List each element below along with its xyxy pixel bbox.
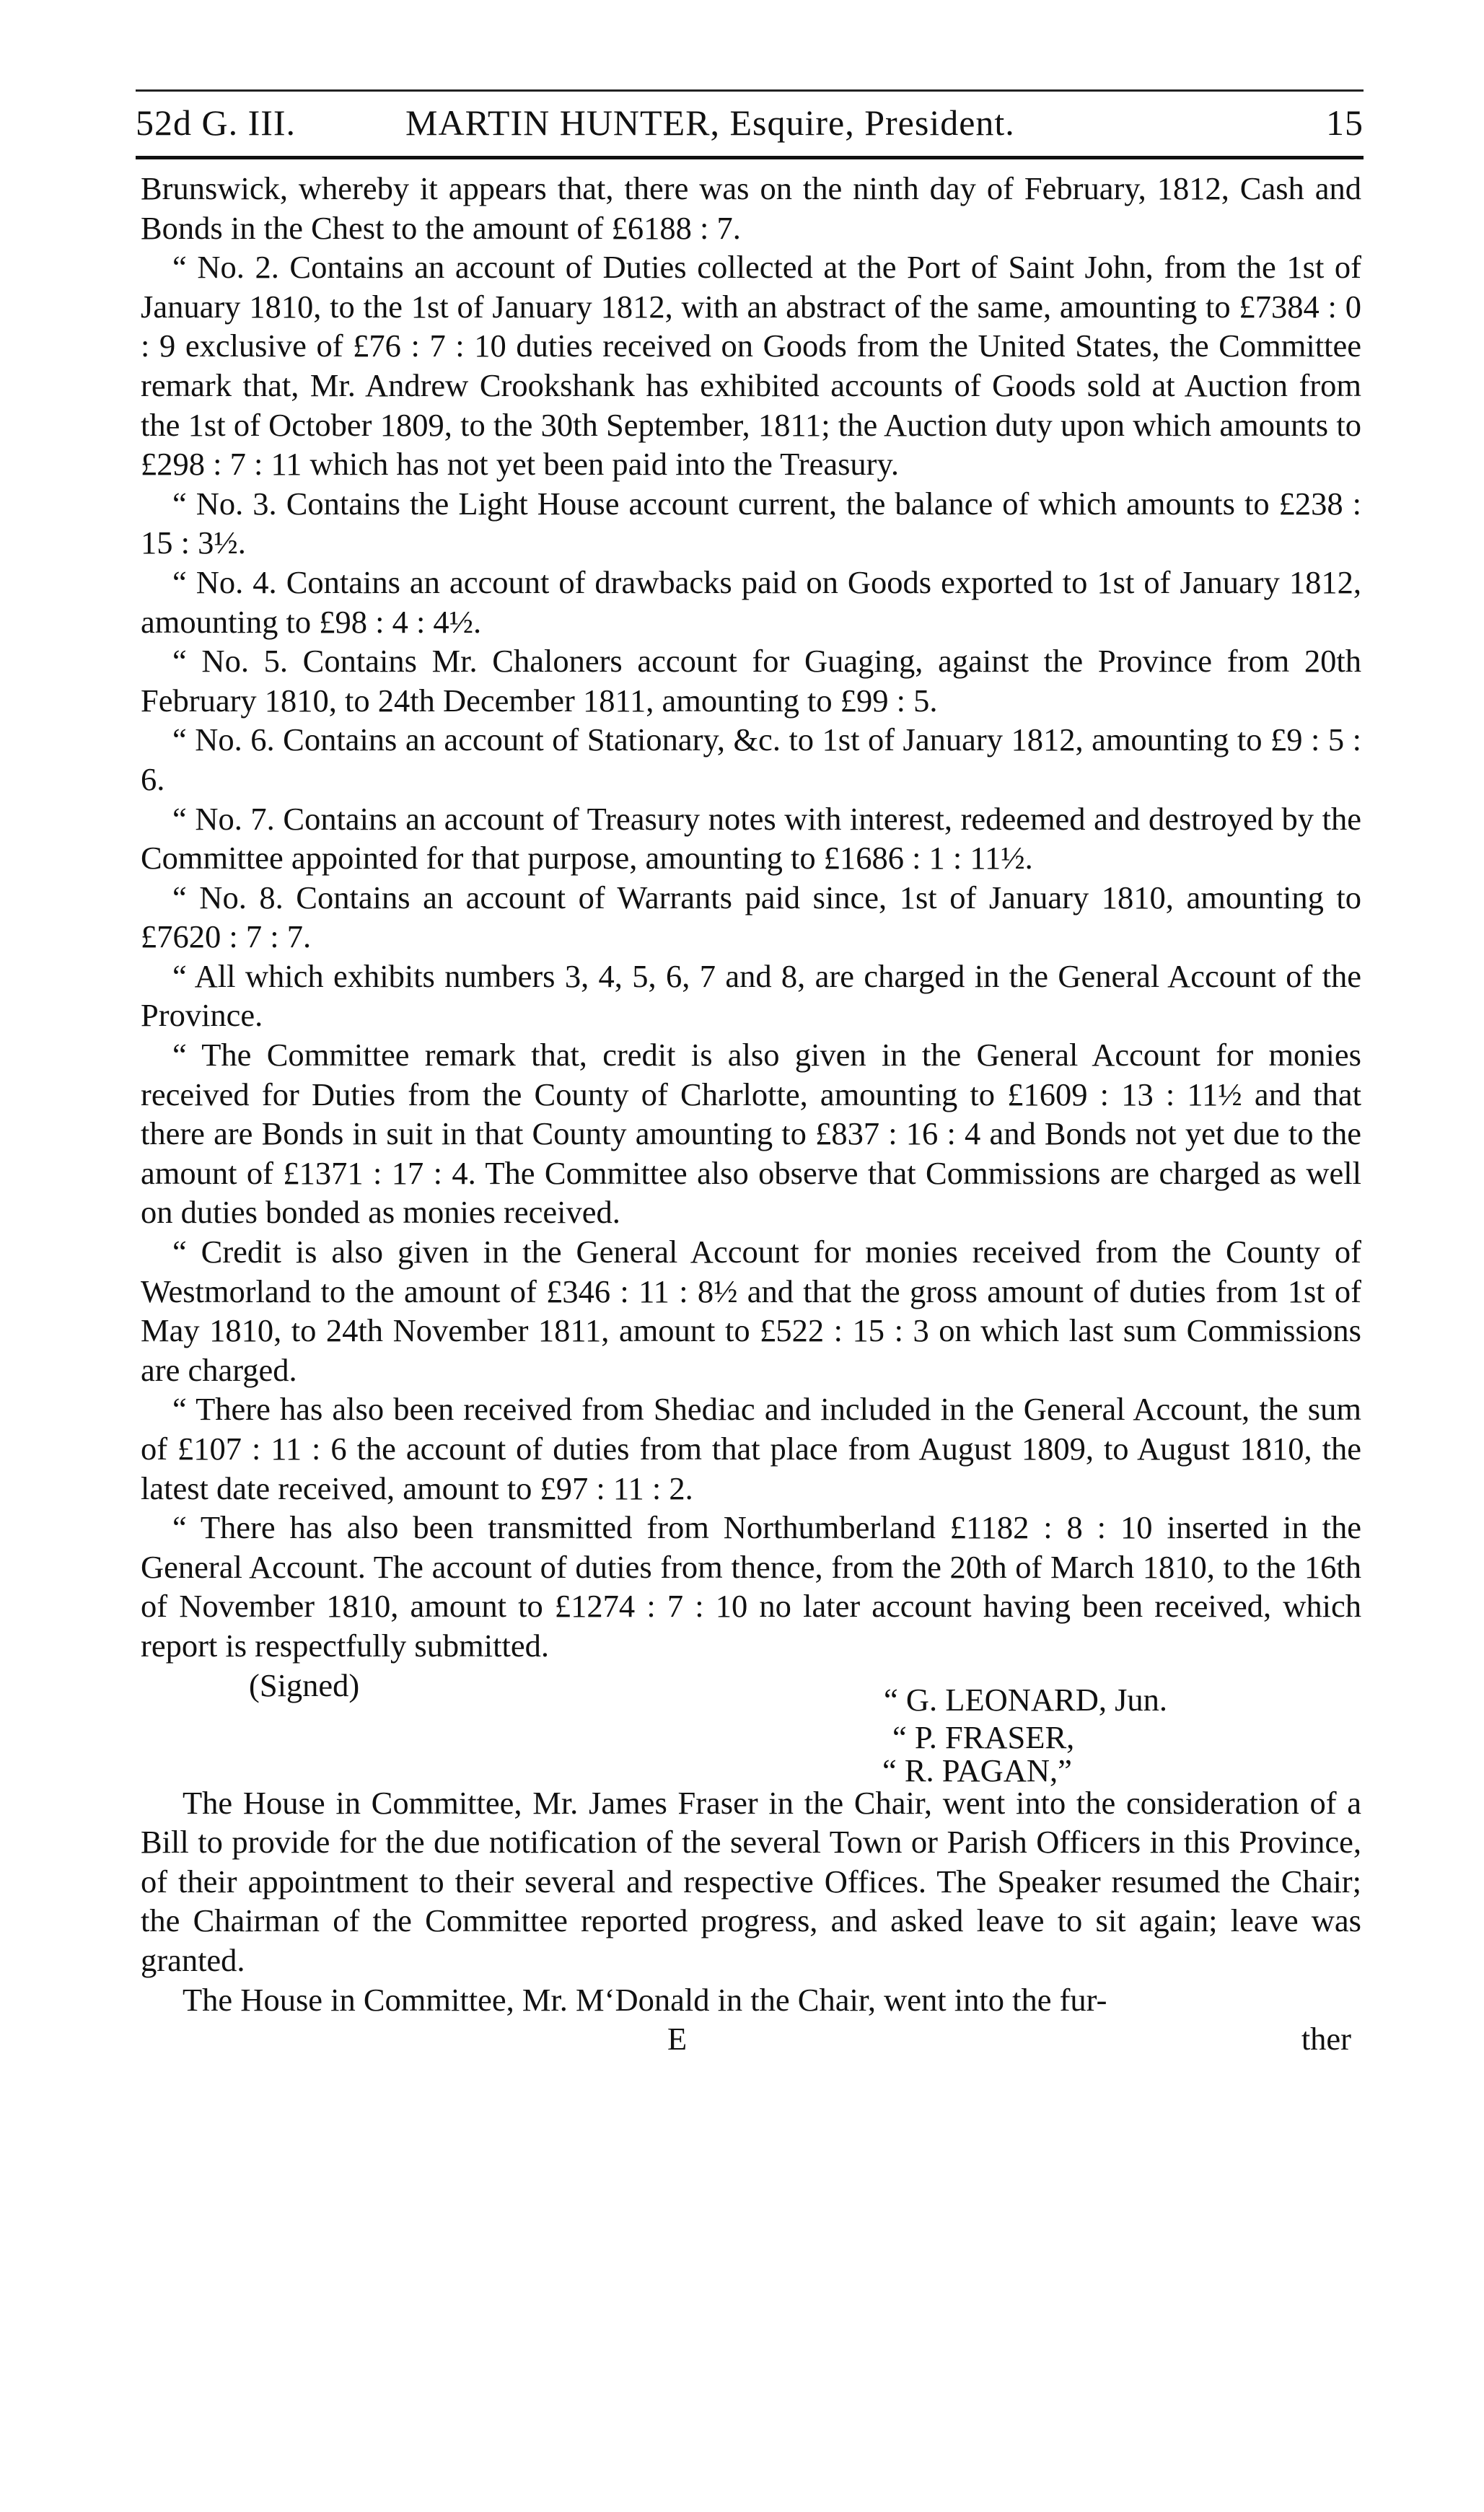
paragraph-westmorland: “ Credit is also given in the General Account for monies received from the County of Westmorland to the amount of £346 : 11 : 8½ and that the gross amount of duties from 1st of May 1810, to 24th November 1811, amount to £522 : 15 : 3 on which last sum Commissions are charged. bbox=[141, 1234, 1361, 1388]
catchword: ther bbox=[1301, 2021, 1351, 2058]
signature-mark: E bbox=[667, 2021, 688, 2058]
header-title: MARTIN HUNTER, Esquire, President. bbox=[405, 102, 1015, 143]
paragraph-no-6: “ No. 6. Contains an account of Stationary, &c. to 1st of January 1812, amounting to £9 : 5 : 6. bbox=[141, 721, 1361, 797]
paragraph-committee-mcdonald: The House in Committee, Mr. M‘Donald in the Chair, went into the fur- bbox=[183, 1981, 1107, 2018]
signature-leonard: “ G. LEONARD, Jun. bbox=[884, 1681, 1168, 1718]
header-top-rule bbox=[136, 89, 1364, 92]
paragraph-no-2: “ No. 2. Contains an account of Duties collected at the Port of Saint John, from the 1st of January 1810, to the 1st of January 1812, with an abstract of the same, amounting to £7384 : 0 : 9 exclusive of £76 : 7 : 10 duties received on Goods from the United States, the Committee remark that, Mr. Andrew Crookshank has exhibited accounts of Goods sold at Auction from the 1st of October 1809, to the 30th September, 1811; the Auction duty upon which amounts to £298 : 7 : 11 which has not yet been paid into the Treasury. bbox=[141, 249, 1361, 483]
signature-fraser: “ P. FRASER, bbox=[892, 1718, 1075, 1755]
paragraph-no-8: “ No. 8. Contains an account of Warrants paid since, 1st of January 1810, amounting to £7620 : 7 : 7. bbox=[141, 879, 1361, 955]
paragraph-charlotte: “ The Committee remark that, credit is also given in the General Account for monies received for Duties from the County of Charlotte, amounting to £1609 : 13 : 11½ and that there are Bonds in suit in that County amounting to £837 : 16 : 4 and Bonds not yet due to the amount of £1371 : 17 : 4. The Committee also observe that Commissions are charged as well on duties bonded as monies received. bbox=[141, 1037, 1361, 1231]
paragraph-northumberland: “ There has also been transmitted from Northumberland £1182 : 8 : 10 inserted in the General Account. The account of duties from thence, from the 20th of March 1810, to the 16th of November 1810, amount to £1274 : 7 : 10 no later account having been received, which report is respectfully submitted. bbox=[141, 1509, 1361, 1664]
page-footer bbox=[141, 2019, 1361, 2060]
signature-block bbox=[141, 1666, 1361, 1788]
paragraph-committee-fraser: The House in Committee, Mr. James Fraser in the Chair, went into the consideration of a Bill to provide for the due notification of the several Town or Parish Officers in this Province, of their appointment to their several and respective Offices. The Speaker resumed the Chair; the Chairman of the Committee reported progress, and asked leave to sit again; leave was granted. bbox=[141, 1784, 1361, 1978]
body-text bbox=[141, 169, 1361, 2060]
signed-label: (Signed) bbox=[249, 1666, 360, 1703]
header-rule bbox=[136, 156, 1364, 159]
signature-pagan: “ R. PAGAN,” bbox=[882, 1752, 1072, 1788]
paragraph-exhibits: “ All which exhibits numbers 3, 4, 5, 6, 7 and 8, are charged in the General Account of the Province. bbox=[141, 957, 1361, 1034]
paragraph-no-5: “ No. 5. Contains Mr. Chaloners account for Guaging, against the Province from 20th February 1810, to 24th December 1811, amounting to £99 : 5. bbox=[141, 643, 1361, 719]
page-number: 15 bbox=[1326, 102, 1364, 143]
paragraph-no-4: “ No. 4. Contains an account of drawbacks paid on Goods exported to 1st of January 1812, amounting to £98 : 4 : 4½. bbox=[141, 563, 1361, 640]
header-session: 52d G. III. bbox=[136, 102, 297, 143]
running-header bbox=[136, 95, 1364, 150]
paragraph-no-3: “ No. 3. Contains the Light House account current, the balance of which amounts to £238 : 15 : 3½. bbox=[141, 485, 1361, 561]
paragraph-continuation: Brunswick, whereby it appears that, there was on the ninth day of February, 1812, Cash and Bonds in the Chest to the amount of £6188 : 7. bbox=[141, 170, 1361, 246]
paragraph-no-7: “ No. 7. Contains an account of Treasury notes with interest, redeemed and destroyed by the Committee appointed for that purpose, amounting to £1686 : 1 : 11½. bbox=[141, 800, 1361, 877]
paragraph-shediac: “ There has also been received from Shediac and included in the General Account, the sum of £107 : 11 : 6 the account of duties from that place from August 1809, to August 1810, the latest date received, amount to £97 : 11 : 2. bbox=[141, 1391, 1361, 1506]
